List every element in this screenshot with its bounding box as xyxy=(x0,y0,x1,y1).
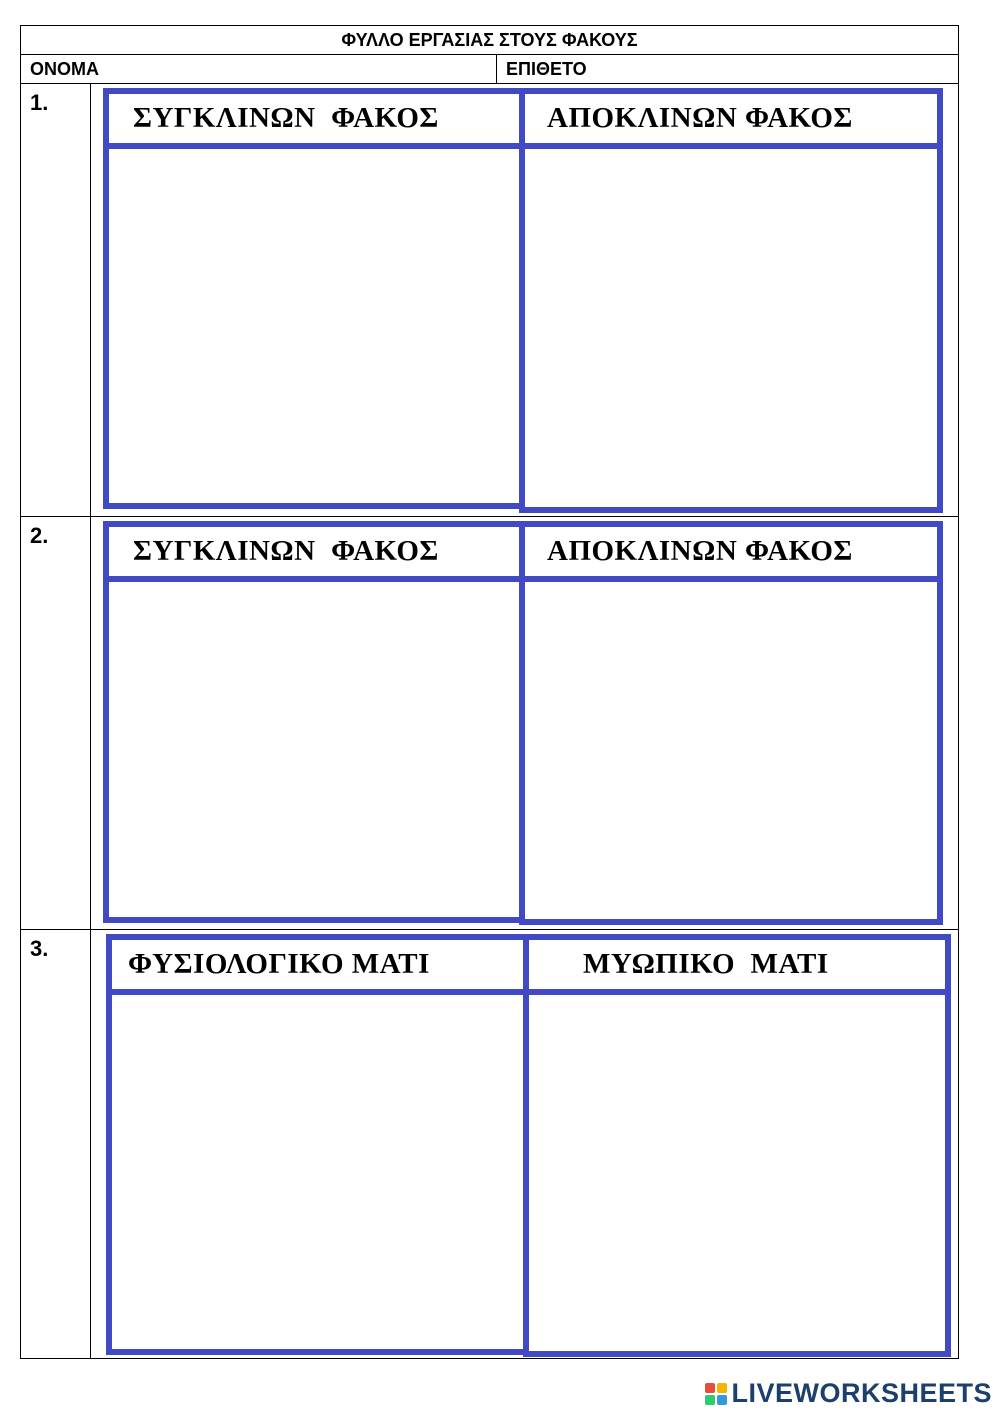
name-label: ΟΝΟΜΑ xyxy=(30,58,99,79)
panel-heading xyxy=(525,527,937,582)
drawing-area[interactable] xyxy=(109,582,519,917)
drawing-area[interactable] xyxy=(525,582,937,919)
brand-name: LIVEWORKSHEETS xyxy=(731,1378,992,1408)
surname-label: ΕΠΙΘΕΤΟ xyxy=(506,58,587,79)
panel-heading-text: ΣΥΓΚΛΙΝΩΝ ΦΑΚΟΣ xyxy=(133,102,439,134)
drawing-panel-left xyxy=(103,521,525,923)
worksheet xyxy=(20,25,959,1359)
drawing-panel-right xyxy=(523,934,951,1357)
panel-heading-text: ΣΥΓΚΛΙΝΩΝ ΦΑΚΟΣ xyxy=(133,535,439,567)
section-number-column xyxy=(21,517,91,929)
name-field[interactable] xyxy=(21,55,497,83)
section-3 xyxy=(21,930,958,1358)
drawing-area[interactable] xyxy=(109,149,519,503)
worksheet-title: ΦΥΛΛΟ ΕΡΓΑΣΙΑΣ ΣΤΟΥΣ ΦΑΚΟΥΣ xyxy=(21,26,958,55)
surname-field[interactable] xyxy=(497,55,958,83)
panel-heading-text: ΦΥΣΙΟΛΟΓΙΚΟ ΜΑΤΙ xyxy=(128,948,430,980)
liveworksheets-logo-icon xyxy=(705,1383,727,1405)
panel-heading xyxy=(112,940,523,995)
drawing-panel-right xyxy=(519,88,943,513)
name-row xyxy=(21,55,958,84)
drawing-panel-left xyxy=(103,88,525,509)
panel-heading xyxy=(525,94,937,149)
section-number: 2. xyxy=(30,523,49,548)
section-number-column xyxy=(21,930,91,1358)
panel-heading xyxy=(109,527,519,582)
section-number-column xyxy=(21,84,91,516)
drawing-panel-right xyxy=(519,521,943,925)
drawing-panel-left xyxy=(106,934,529,1355)
panel-heading-text: ΑΠΟΚΛΙΝΩΝ ΦΑΚΟΣ xyxy=(547,535,853,567)
drawing-area[interactable] xyxy=(525,149,937,507)
panel-heading-text: ΜΥΩΠΙΚΟ ΜΑΤΙ xyxy=(583,948,829,980)
section-2 xyxy=(21,517,958,930)
section-1 xyxy=(21,84,958,517)
drawing-area[interactable] xyxy=(112,995,523,1349)
section-number: 1. xyxy=(30,90,49,115)
drawing-area[interactable] xyxy=(529,995,945,1351)
section-number: 3. xyxy=(30,936,49,961)
liveworksheets-logo xyxy=(705,1378,992,1409)
panel-heading-text: ΑΠΟΚΛΙΝΩΝ ΦΑΚΟΣ xyxy=(547,102,853,134)
panel-heading xyxy=(529,940,945,995)
panel-heading xyxy=(109,94,519,149)
